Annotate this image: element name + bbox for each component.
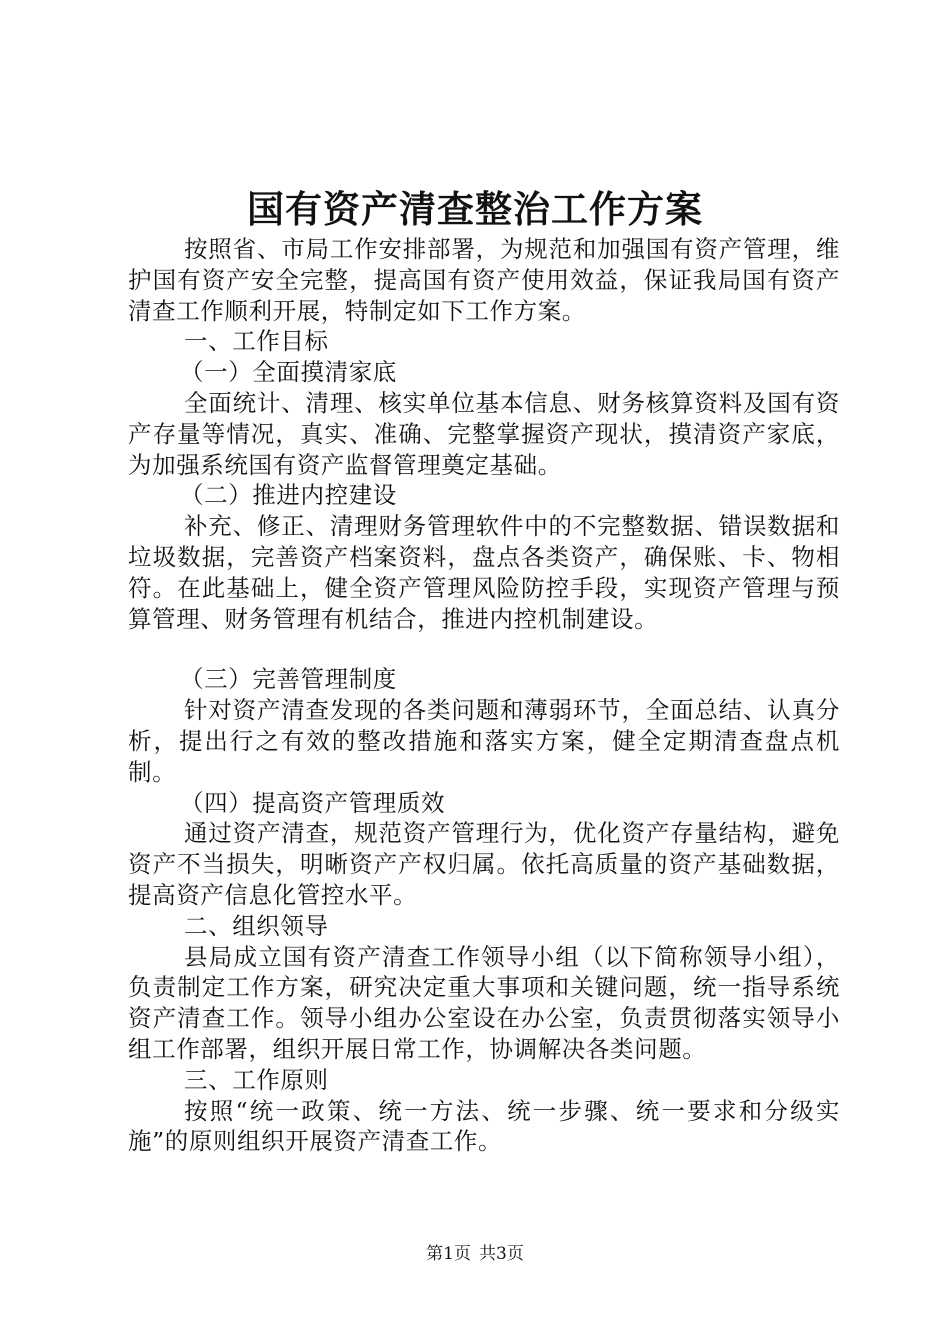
section-heading: 二、组织领导 bbox=[184, 911, 329, 940]
paragraph-spacer bbox=[128, 634, 840, 664]
body-paragraph: 县局成立国有资产清查工作领导小组（以下简称领导小组），负责制定工作方案，研究决定重大事项和关键问题，统一指导系统资产清查工作。领导小组办公室设在办公室，负责贯彻落实领导小组工作部署，组织开展日常工作，协调解决各类问题。 bbox=[128, 942, 840, 1063]
document-body bbox=[128, 234, 840, 1157]
subsection-heading: （三）完善管理制度 bbox=[180, 665, 397, 694]
body-paragraph: 按照“统一政策、统一方法、统一步骤、统一要求和分级实施”的原则组织开展资产清查工作。 bbox=[128, 1096, 840, 1156]
body-paragraph: 按照省、市局工作安排部署，为规范和加强国有资产管理，维护国有资产安全完整，提高国有资产使用效益，保证我局国有资产清查工作顺利开展，特制定如下工作方案。 bbox=[128, 235, 840, 325]
page-total: 共3页 bbox=[479, 1244, 524, 1264]
page-number: 第1页 bbox=[426, 1244, 471, 1264]
section-heading: 三、工作原则 bbox=[184, 1065, 329, 1094]
document-title: 国有资产清查整治工作方案 bbox=[247, 187, 703, 231]
body-paragraph: 补充、修正、清理财务管理软件中的不完整数据、错误数据和垃圾数据，完善资产档案资料，盘点各类资产，确保账、卡、物相符。在此基础上，健全资产管理风险防控手段，实现资产管理与预算管理、财务管理有机结合，推进内控机制建设。 bbox=[128, 512, 840, 633]
page-footer bbox=[0, 1243, 950, 1265]
body-paragraph: 通过资产清查，规范资产管理行为，优化资产存量结构，避免资产不当损失，明晰资产产权归属。依托高质量的资产基础数据，提高资产信息化管控水平。 bbox=[128, 819, 840, 909]
subsection-heading: （二）推进内控建设 bbox=[180, 481, 397, 510]
section-heading: 一、工作目标 bbox=[184, 327, 329, 356]
body-paragraph: 全面统计、清理、核实单位基本信息、财务核算资料及国有资产存量等情况，真实、准确、完整掌握资产现状，摸清资产家底，为加强系统国有资产监督管理奠定基础。 bbox=[128, 388, 840, 479]
body-paragraph: 针对资产清查发现的各类问题和薄弱环节，全面总结、认真分析，提出行之有效的整改措施和落实方案，健全定期清查盘点机制。 bbox=[128, 696, 840, 786]
subsection-heading: （一）全面摸清家底 bbox=[180, 358, 397, 387]
subsection-heading: （四）提高资产管理质效 bbox=[180, 788, 446, 817]
